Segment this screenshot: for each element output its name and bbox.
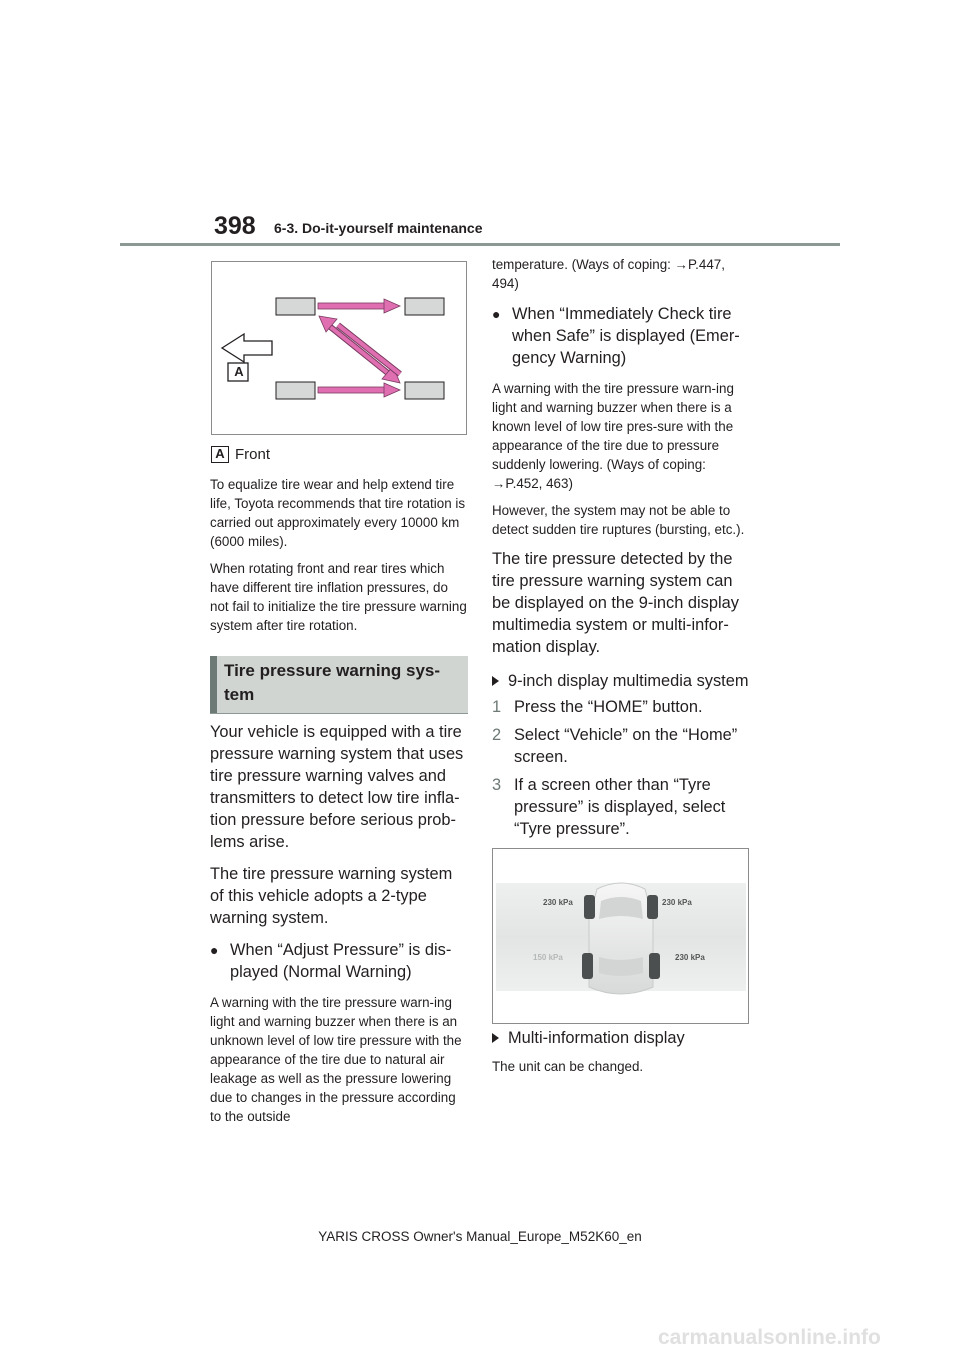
triangle-bullet-icon: [492, 676, 499, 686]
section-heading-rule: [210, 713, 468, 714]
front-direction-arrow: [222, 334, 272, 362]
right-text-block-bottom: [492, 1027, 750, 1076]
display-image-svg: [493, 849, 748, 1023]
pressure-front-left: 230 kPa: [543, 898, 573, 907]
triangle-bullet-icon: [492, 1033, 499, 1043]
step-1: [492, 696, 750, 718]
step-2-number: 2: [492, 726, 502, 744]
arrow-top: [318, 299, 400, 313]
tire-pressure-display-image: [492, 848, 749, 1024]
car-top-view: [582, 883, 660, 994]
section-heading: Tire pressure warning sys-tem: [224, 661, 441, 704]
footer-manual-id: YARIS CROSS Owner's Manual_Europe_M52K60_en: [318, 1229, 642, 1244]
two-type-paragraph: The tire pressure warning system of this vehicle adopts a 2-type warning system.: [210, 865, 453, 927]
pressure-rear-right: 230 kPa: [675, 953, 705, 962]
tire-front-right: [276, 382, 315, 399]
sub-multimedia-text: 9-inch display multimedia system: [508, 672, 749, 690]
bullet-emergency-warning-text: When “Immediately Check tire when Safe” is displayed (Emer-gency Warning): [512, 305, 740, 367]
rotation-paragraph: To equalize tire wear and help extend tire life, Toyota recommends that tire rotation is carried out approximately every 10000 km (6000 miles).: [210, 477, 466, 549]
step-3-number: 3: [492, 776, 502, 794]
header-rule: [120, 243, 840, 246]
front-label: Front: [235, 446, 271, 463]
step-3: [492, 774, 750, 840]
pressure-rear-left: 150 kPa: [533, 953, 563, 962]
bullet-normal-warning-text: When “Adjust Pressure” is dis-played (Normal Warning): [230, 941, 452, 981]
step-1-number: 1: [492, 698, 502, 716]
tire-front-left: [276, 298, 315, 315]
left-text-block-2: [210, 721, 468, 1126]
bullet-dot: ●: [210, 942, 219, 958]
step-1-text: Press the “HOME” button.: [514, 698, 703, 716]
bullet-dot: ●: [492, 306, 501, 322]
pressure-front-right: 230 kPa: [662, 898, 692, 907]
emergency-warning-paragraph: A warning with the tire pressure warn-ing light and warning buzzer when there is a known level of low tire pres-sure with the appearance of the tire due to pressure suddenly lowering. (Ways of coping: →P.452, 463): [492, 381, 734, 491]
legend-marker-a: A: [211, 446, 229, 463]
left-text-block-1: [210, 475, 468, 635]
normal-warning-paragraph: A warning with the tire pressure warn-ing light and warning buzzer when there is an unknown level of low tire pressure with the appearance of the tire due to natural air leakage as well as the pressure lowering due to changes in the pressure according to the outside: [210, 995, 462, 1124]
diagram-marker-a: A: [234, 364, 244, 379]
rupture-paragraph: However, the system may not be able to detect sudden tire ruptures (bursting, etc.).: [492, 503, 745, 537]
arrow-bottom: [318, 383, 400, 397]
step-2: [492, 724, 750, 768]
right-text-block: [492, 255, 750, 840]
page-number: 398: [214, 212, 256, 240]
arrow-diagonal-down: [328, 325, 400, 383]
sub-multimedia: [492, 670, 750, 692]
tire-icon-front-right: [647, 895, 658, 919]
unit-paragraph: The unit can be changed.: [492, 1059, 644, 1074]
system-intro-paragraph: Your vehicle is equipped with a tire pressure warning system that uses tire pressure warning valves and transmitters to detect low tire infla-tion pressure before serious prob-lems arise.: [210, 723, 464, 851]
rotation-diagram-svg: [212, 262, 466, 434]
tire-rotation-diagram: [211, 261, 467, 435]
front-legend: [211, 446, 270, 463]
tire-rear-left: [405, 298, 444, 315]
arrow-diagonal-up: [319, 316, 400, 374]
tire-rear-right: [405, 382, 444, 399]
section-heading-bar: [210, 656, 217, 713]
tire-icon-rear-right: [649, 953, 660, 979]
step-2-text: Select “Vehicle” on the “Home” screen.: [514, 726, 738, 766]
section-title: 6-3. Do-it-yourself maintenance: [274, 220, 483, 236]
bullet-normal-warning: [210, 939, 468, 983]
bullet-emergency-warning: [492, 303, 750, 369]
display-paragraph: The tire pressure detected by the tire pressure warning system can be displayed on the 9-inch display multimedia system or multi-infor-mation display.: [492, 550, 739, 656]
rotation-init-paragraph: When rotating front and rear tires which have different tire inflation pressures, do not fail to initialize the tire pressure warning system after tire rotation.: [210, 561, 467, 633]
watermark: carmanualsonline.info: [658, 1326, 881, 1349]
coping-paragraph: temperature. (Ways of coping: →P.447, 494): [492, 257, 725, 291]
sub-multi-information: [492, 1027, 750, 1049]
tire-icon-front-left: [584, 895, 595, 919]
tire-icon-rear-left: [582, 953, 593, 979]
sub-multi-information-text: Multi-information display: [508, 1029, 685, 1047]
step-3-text: If a screen other than “Tyre pressure” is displayed, select “Tyre pressure”.: [514, 776, 726, 838]
